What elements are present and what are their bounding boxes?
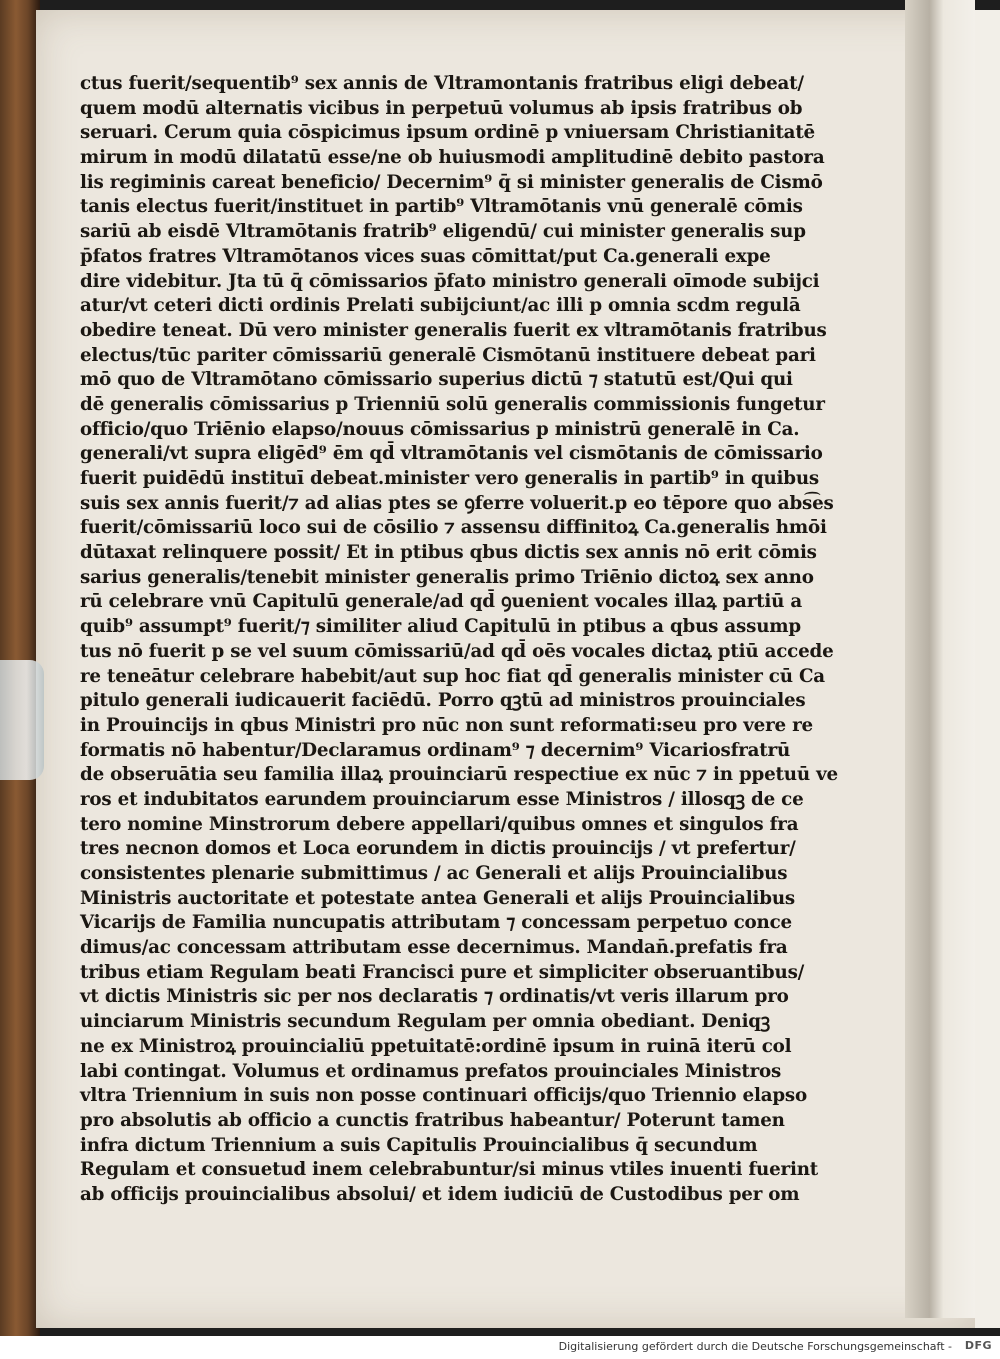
- text-line: vt dictis Ministris sic per nos declaratis ⁊ ordinatis/vt veris illarum pro: [80, 986, 789, 1008]
- text-line: fuerit/cōmissariū loco sui de cōsilio ⁊ assensu diffinitoꝝ Ca.generalis hmōi: [80, 517, 827, 539]
- text-line: tanis electus fuerit/instituet in partib⁹ Vltramōtanis vnū generalē cōmis: [80, 196, 803, 218]
- text-line: seruari. Cerum quia cōspicimus ipsum ordinē p vniuersam Christianitatē: [80, 122, 815, 144]
- text-line: dire videbitur. Jta tū q̄ cōmissarios p̄fato ministro generali oīmode subijci: [80, 270, 820, 292]
- text-line: ros et indubitatos earundem prouinciarum esse Ministros / illosqꝫ de ce: [80, 788, 804, 810]
- text-line: tres necnon domos et Loca eorundem in dictis prouincijs / vt prefertur/: [80, 838, 796, 860]
- text-line: Vicarijs de Familia nuncupatis attributam ⁊ concessam perpetuo conce: [80, 912, 792, 934]
- text-line: de obseruātia seu familia illaꝝ prouinciarū respectiue ex nūc ⁊ in ppetuū ve: [80, 764, 838, 786]
- dfg-logo: DFG: [964, 1339, 992, 1352]
- text-line: dimus/ac concessam attributam esse decernimus. Mandan̄.prefatis fra: [80, 937, 788, 959]
- page-gutter: [905, 0, 975, 1318]
- text-line: pitulo generali iudicauerit faciēdū. Porro qꝫtū ad ministros prouinciales: [80, 690, 806, 712]
- text-line: rū celebrare vnū Capitulū generale/ad qd̄ ꝯuenient vocales illaꝝ partiū a: [80, 591, 802, 613]
- text-line: dē generalis cōmissarius p Trienniū solū generalis commissionis fungetur: [80, 393, 825, 415]
- text-line: tribus etiam Regulam beati Francisci pure et simpliciter obseruantibus/: [80, 961, 805, 983]
- incunable-text-block: [80, 72, 860, 1208]
- funding-credit: Digitalisierung gefördert durch die Deutsche Forschungsgemeinschaft -: [558, 1340, 952, 1353]
- text-line: consistentes plenarie submittimus / ac Generali et alijs Prouincialibus: [80, 863, 788, 884]
- text-line: mō quo de Vltramōtano cōmissario superius dictū ⁊ statutū est/Qui qui: [80, 369, 793, 391]
- facing-page-edge: [975, 10, 1000, 1328]
- text-line: re teneātur celebrare habebit/aut sup hoc fiat qd̄ generalis minister cū Ca: [80, 665, 825, 687]
- text-line: formatis nō habentur/Declaramus ordinam⁹ ⁊ decernim⁹ Vicariosfratrū: [80, 739, 791, 761]
- text-line: uinciarum Ministris secundum Regulam per omnia obediant. Deniqꝫ: [80, 1011, 771, 1033]
- page-clip: [0, 660, 44, 780]
- text-line: tus nō fuerit p se vel suum cōmissariū/ad qd̄ oēs vocales dictaꝝ ptiū accede: [80, 640, 834, 662]
- text-line: tero nomine Minstrorum debere appellari/quibus omnes et singulos fra: [80, 813, 799, 835]
- text-line: fuerit puidēdū instituī debeat.minister vero generalis in partib⁹ in quibus: [80, 468, 820, 489]
- text-line: Regulam et consuetud inem celebrabuntur/si minus vtiles inuenti fuerint: [80, 1159, 819, 1181]
- text-line: ne ex Ministroꝝ prouincialiū ppetuitatē:ordinē ipsum in ruinā iterū col: [80, 1035, 792, 1057]
- text-line: electus/tūc pariter cōmissariū generalē Cismōtanū instituere debeat pari: [80, 344, 816, 366]
- text-line: labi contingat. Volumus et ordinamus prefatos prouinciales Ministros: [80, 1060, 782, 1082]
- text-line: vltra Triennium in suis non posse continuari officijs/quo Triennio elapso: [80, 1085, 807, 1107]
- text-line: ab officijs prouincialibus absolui/ et idem iudiciū de Custodibus per om: [80, 1183, 800, 1205]
- text-line: mirum in modū dilatatū esse/ne ob huiusmodi amplitudinē debito pastora: [80, 147, 825, 169]
- text-line: quib⁹ assumpt⁹ fuerit/⁊ similiter aliud Capitulū in ptibus a qbus assump: [80, 616, 802, 638]
- text-line: generali/vt supra eligēd⁹ ēm qd̄ vltramōtanis vel cismōtanis de cōmissario: [80, 443, 823, 465]
- text-line: obedire teneat. Dū vero minister generalis fuerit ex vltramōtanis fratribus: [80, 319, 827, 341]
- text-line: Ministris auctoritate et potestate antea Generali et alijs Prouincialibus: [80, 887, 796, 909]
- text-line: pro absolutis ab officio a cunctis fratribus habeantur/ Poterunt tamen: [80, 1109, 785, 1131]
- text-line: in Prouincijs in qbus Ministri pro nūc non sunt reformati:seu pro vere re: [80, 714, 813, 736]
- text-line: ctus fuerit/sequentib⁹ sex annis de Vltramontanis fratribus eligi debeat/: [80, 73, 804, 94]
- text-line: sariū ab eisdē Vltramōtanis fratrib⁹ eligendū/ cui minister generalis sup: [80, 221, 806, 243]
- footer-bar: [0, 1336, 1000, 1359]
- text-line: suis sex annis fuerit/⁊ ad alias ptes se ꝯferre voluerit.p eo tēpore quo abs͡es: [80, 492, 834, 514]
- text-line: infra dictum Triennium a suis Capitulis Prouincialibus q̄ secundum: [80, 1134, 758, 1156]
- text-line: dūtaxat relinquere possit/ Et in ptibus qbus dictis sex annis nō erit cōmis: [80, 542, 817, 564]
- text-line: lis regiminis careat beneficio/ Decernim⁹ q̄ si minister generalis de Cismō: [80, 171, 823, 193]
- text-line: sarius generalis/tenebit minister generalis primo Triēnio dictoꝝ sex anno: [80, 566, 814, 588]
- text-line: officio/quo Triēnio elapso/nouus cōmissarius p ministrū generalē in Ca.: [80, 418, 800, 440]
- text-line: p̄fatos fratres Vltramōtanos vices suas cōmittat/put Ca.generali expe: [80, 245, 771, 267]
- text-line: quem modū alternatis vicibus in perpetuū volumus ab ipsis fratribus ob: [80, 97, 803, 119]
- text-line: atur/vt ceteri dicti ordinis Prelati subijciunt/ac illi p omnia scdm regulā: [80, 295, 801, 317]
